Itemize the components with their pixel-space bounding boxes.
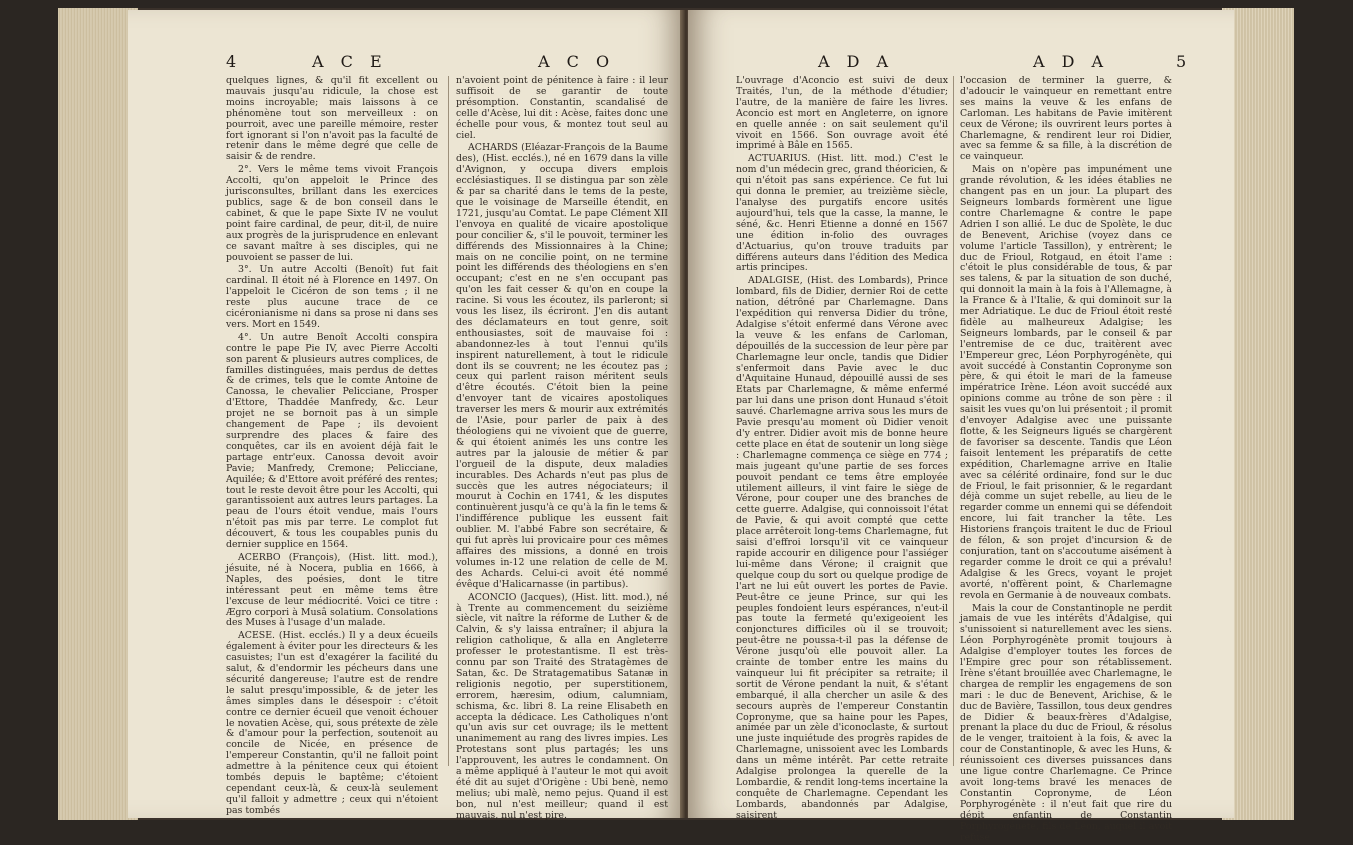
text-column-2 bbox=[456, 76, 668, 824]
running-head-right: A D A bbox=[1033, 52, 1110, 71]
paragraph: ADALGISE, (Hist. des Lombards), Prince lombard, fils de Didier, dernier Roi de cette nation, détrôné par Charlemagne. Dans l'expédition qui renversa Didier du trône, Adalgise s'étoit enfermé dans Vérone avec la veuve & les enfans de Carloman, dépouillés de la succession de leur père par Charlemagne leur oncle, tandis que Didier s'enfermoit dans Pavie avec le duc d'Aquitaine Hunaud, dépouillé aussi de ses Etats par Charlemagne, & même enfermé par lui dans une prison dont Hunaud s'étoit sauvé. Charlemagne arriva sous les murs de Pavie presqu'au moment où Didier venoit d'y entrer. Didier avoit mis de bonne heure cette place en état de soutenir un long siège : Charlemagne commença ce siège en 774 ; mais jugeant qu'une partie de ses forces pouvoit pendant ce tems être employée utilement ailleurs, il vint faire le siège de Vérone, pour couper une des branches de cette guerre. Adalgise, qui connoissoit l'état de Pavie, & qui avoit compté que cette place arrêteroit long-tems Charlemagne, fut saisi d'effroi lorsqu'il vit ce vainqueur rapide accourir en diligence pour l'assiéger lui-même dans Vérone; il craignit que quelque coup du sort ou quelque prodige de l'art ne lui eût ouvert les portes de Pavie. Peut-être ce jeune Prince, sur qui les peuples fondoient leurs espérances, n'eut-il pas toute la fermeté qu'exigeoient les conjonctures difficiles où il se trouvoit; peut-être ne poussa-t-il pas la défense de Vérone jusqu'où elle pouvoit aller. La crainte de tomber entre les mains du vainqueur lui fit précipiter sa retraite; il sortit de Vérone pendant la nuit, & s'étant embarqué, il alla chercher un asile & des secours auprès de l'empereur Constantin Copronyme, que sa haine pour les Papes, animée par un zèle d'iconoclaste, & surtout une juste inquiétude des progrès rapides de Charlemagne, unissoient avec les Lombards dans un même intérêt. Par cette retraite Adalgise prolongea la querelle de la Lombardie, & rendit long-tems incertaine la conquête de Charlemagne. Cependant les Lombards, abandonnés par Adalgise, saisirent bbox=[736, 275, 948, 821]
paragraph: ACHARDS (Eléazar-François de la Baume des), (Hist. ecclés.), né en 1679 dans la ville d'Avignon, y occupa divers emplois ecclésiastiques. Il se distingua par son zèle & par sa charité dans le tems de la peste, que le voisinage de Marseille étendit, en 1721, jusqu'au Comtat. Le pape Clément XII l'envoya en qualité de vicaire apostolique pour concilier &, s'il le pouvoit, terminer les différends des Missionnaires à la Chine; mais on ne concilie point, on ne termine point les différends des théologiens en s'en occupant; c'est en ne s'en occupant pas qu'on les fait cesser & qu'on en coupe la racine. Si vous les écoutez, ils parleront; si vous les lisez, ils écriront. J'en dis autant des déclamateurs en tout genre, soit enthousiastes, soit de mauvaise foi : abandonnez-les à tout l'ennui qu'ils inspirent naturellement, à tout le ridicule dont ils se couvrent; ne les écoutez pas ; ceux qui parlent raison méritent seuls d'être écoutés. C'étoit bien la peine d'envoyer tant de vicaires apostoliques traverser les mers & mourir aux extrémités de l'Asie, pour parler de paix à des théologiens qui ne vivoient que de guerre, & qui étoient animés les uns contre les autres par la jalousie de métier & par l'orgueil de la dispute, deux maladies incurables. Des Achards n'eut pas plus de succès que les autres négociateurs; il mourut à Cochin en 1741, & les disputes continuèrent jusqu'à ce qu'à la fin le tems & l'indifférence publique les eussent fait oublier. M. l'abbé Fabre son secrétaire, & qui fut après lui provicaire pour ces mêmes affaires des missions, a donné en trois volumes in-12 une relation de celle de M. des Achards. Celui-ci avoit été nommé évêque d'Halicarnasse (in partibus). bbox=[456, 142, 668, 590]
paragraph: 2°. Vers le même tems vivoit François Accolti, qu'on appeloit le Prince des jurisconsultes, brillant dans les exercices publics, sage & de bon conseil dans le cabinet, & que le pape Sixte IV ne voulut point faire cardinal, de peur, dit-il, de nuire aux progrès de la jurisprudence en enlevant ce savant maître à ses disciples, qui ne pouvoient se passer de lui. bbox=[226, 164, 438, 263]
right-page bbox=[688, 10, 1234, 843]
paragraph: L'ouvrage d'Aconcio est suivi de deux Traités, l'un, de la méthode d'étudier; l'autre, de la manière de faire les livres. Aconcio est mort en Angleterre, on ignore en quelle année : on sait seulement qu'il vivoit en 1566. Son ouvrage avoit été imprimé à Bâle en 1565. bbox=[736, 75, 948, 152]
column-rule bbox=[953, 76, 954, 766]
paragraph: ACTUARIUS. (Hist. litt. mod.) C'est le nom d'un médecin grec, grand théoricien, & qui n'étoit pas sans expérience. Ce fut lui qui donna le premier, au treizième siècle, l'analyse des purgatifs encore usités aujourd'hui, tels que la casse, la manne, le séné, &c. Henri Etienne a donné en 1567 une édition in-folio des ouvrages d'Actuarius, qu'on trouve traduits par différens auteurs dans l'édition des Medica artis principes. bbox=[736, 153, 948, 274]
text-column-1 bbox=[736, 76, 948, 824]
running-head-left: A C E bbox=[312, 52, 388, 71]
column-rule bbox=[448, 76, 449, 766]
running-head-right: A C O bbox=[538, 52, 616, 71]
paragraph: 3°. Un autre Accolti (Benoît) fut fait cardinal. Il étoit né à Florence en 1497. On l'appeloit le Cicéron de son tems ; il ne reste plus aucune trace de ce cicéronianisme ni dans sa prose ni dans ses vers. Mort en 1549. bbox=[226, 264, 438, 330]
page-edges-left bbox=[58, 8, 138, 820]
paragraph: Mais la cour de Constantinople ne perdit jamais de vue les intérêts d'Adalgise, qui s'unissoient si naturellement avec les siens. Léon Porphyrogénète promit toujours à Adalgise d'employer toutes les forces de l'Empire grec pour son rétablissement. Irène s'étant brouillée avec Charlemagne, le chargea de remplir les engagemens de son mari : le duc de Benevent, Arichise, & le duc de Bavière, Tassillon, tous deux gendres de Didier & beaux-frères d'Adalgise, prenant la place du duc de Frioul, & résolus de le venger, traitoient à la fois, & avec la cour de Constantinople, & avec les Huns, & réunissoient ces diverses puissances dans une ligue contre Charlemagne. Ce Prince avoit long-tems bravé les menaces de Constantin Copronyme, de Léon Porphyrogénète : il n'eut fait que rire du dépit enfantin de Constantin Porphyrogénète, fils de Léon, auquel il avoit refusé bbox=[960, 602, 1173, 843]
paragraph: n'avoient point de pénitence à faire : il leur suffisoit de se garantir de toute présomption. Constantin, scandalisé de celle d'Acèse, lui dit : Acèse, faites donc une échelle pour vous, & montez tout seul au ciel. bbox=[456, 75, 668, 141]
paragraph: 4°. Un autre Benoît Accolti conspira contre le pape Pie IV, avec Pierre Accolti son parent & plusieurs autres complices, de familles distinguées, mais perdus de dettes & de crimes, tels que le comte Antoine de Canossa, le chevalier Pelicciane, Prosper d'Ettore, Thaddée Manfredy, &c. Leur projet ne se bornoit pas à un simple changement de Pape ; ils devoient surprendre des places & faire des conquêtes, car ils en avoient déjà fait le partage entr'eux. Canossa devoit avoir Pavie; Manfredy, Cremone; Pelicciane, Aquilée; & d'Ettore avoit préféré des rentes; tout le reste devoit être pour les Accolti, qui garantissoient aux autres leurs partages. La peau de l'ours étoit vendue, mais l'ours n'étoit pas mis par terre. Le complot fut découvert, & tous les coupables punis du dernier supplice en 1564. bbox=[226, 331, 439, 551]
paragraph: quelques lignes, & qu'il fit excellent ou mauvais jusqu'au ridicule, la chose est moins incroyable; mais laissons à ce phénomène tout son merveilleux : on pourroit, avec une pareille mémoire, rester fort ignorant si l'on n'avoit pas la faculté de retenir dans le même degré que celle de saisir & de rendre. bbox=[226, 75, 438, 163]
paragraph: ACERBO (François), (Hist. litt. mod.), jésuite, né à Nocera, publia en 1666, à Naples, des poésies, dont le titre intéressant peut en même tems être l'excuse de leur médiocrité. Voici ce titre : Ægro corpori à Musâ solatium. Consolations des Muses à l'usage d'un malade. bbox=[226, 551, 438, 629]
page-number: 4 bbox=[226, 52, 237, 71]
paragraph: ACESE. (Hist. ecclés.) Il y a deux écueils également à éviter pour les directeurs & les casuistes; l'un est d'exagérer la facilité du salut, & d'endormir les pécheurs dans une sécurité dangereuse; l'autre est de rendre le salut presqu'impossible, & de jeter les âmes simples dans le désespoir : c'étoit contre ce dernier écueil que venoit échouer le novatien Acèse, qui, sous prétexte de zèle & d'amour pour la perfection, soutenoit au concile de Nicée, en présence de l'empereur Constantin, qu'il ne falloit point admettre à la pénitence ceux qui étoient tombés depuis le baptême; c'étoient cependant ceux-là, & ceux-là seulement qu'il falloit y admettre ; ceux qui n'étoient pas tombés bbox=[226, 630, 438, 816]
paragraph: ACONCIO (Jacques), (Hist. litt. mod.), né à Trente au commencement du seizième siècle, vit naître la réforme de Luther & de Calvin, & s'y laissa entraîner; il abjura la religion catholique, & alla en Angleterre professer le protestantisme. Il est très-connu par son Traité des Stratagèmes de Satan, &c. De Stratagematibus Satanæ in religionis negotio, per superstitionem, errorem, hæresim, odium, calumniam, schisma, &c. libri 8. La reine Elisabeth en accepta la dédicace. Les Catholiques n'ont qu'un avis sur cet ouvrage; ils le mettent unanimement au rang des livres impies. Les Protestans sont plus partagés; les uns l'approuvent, les autres le condamnent. On a même appliqué à l'auteur le mot qui avoit été dit au sujet d'Origène : Ubi benè, nemo melius; ubi malè, nemo pejus. Quand il est bon, nul n'est meilleur; quand il est mauvais, nul n'est pire. bbox=[456, 591, 668, 821]
left-page bbox=[128, 10, 684, 821]
paragraph: Mais on n'opère pas impunément une grande révolution, & les idées établies ne changent pas en un jour. La plupart des Seigneurs lombards formèrent une ligue contre Charlemagne & contre le pape Adrien I son allié. Le duc de Spolète, le duc de Benevent, Arichise (voyez dans ce volume l'article Tassillon), y entrèrent; le duc de Frioul, Rotgaud, en étoit l'ame : c'étoit le plus considérable de tous, & par ses talens, & par la situation de son duché, qui donnoit la main à la fois à l'Allemagne, à la France & à l'Italie, & qui dominoit sur la mer Adriatique. Le duc de Frioul étoit resté fidèle au malheureux Adalgise; les Seigneurs lombards, par le conseil & par l'entremise de ce duc, traitèrent avec l'Empereur grec, Léon Porphyrogénète, qui avoit succédé à Constantin Copronyme son père, & qui étoit le mari de la fameuse impératrice Irène. Léon avoit succédé aux opinions comme au trône de son père : il saisit les vues qu'on lui présentoit ; il promit d'envoyer Adalgise avec une puissante flotte, & les Seigneurs ligués se chargèrent de favoriser sa descente. Tandis que Léon faisoit lentement les préparatifs de cette expédition, Charlemagne arrive en Italie avec sa célérité ordinaire, fond sur le duc de Frioul, le fait prisonnier, & le regardant déjà comme un sujet rebelle, au lieu de le regarder comme un ennemi qui se défendoit encore, lui fait trancher la tête. Les Historiens françois traitent le duc de Frioul de félon, & son projet d'incursion & de conjuration, tant on s'accoutume aisément à regarder comme le droit ce qui a prévalu! Adalgise & les Grecs, voyant le projet avorté, n'offèrent point, & Charlemagne revola en Germanie à de nouveaux combats. bbox=[960, 164, 1172, 601]
text-column-2 bbox=[960, 76, 1172, 845]
running-head-left: A D A bbox=[818, 52, 895, 71]
text-column-1 bbox=[226, 76, 438, 819]
page-number: 5 bbox=[1176, 52, 1187, 71]
paragraph: l'occasion de terminer la guerre, & d'adoucir le vainqueur en remettant entre ses mains la veuve & les enfans de Carloman. Les habitans de Pavie imitèrent ceux de Vérone; ils ouvrirent leurs portes à Charlemagne, & rendirent leur roi Didier, avec sa femme & sa fille, à la discrétion de ce vainqueur. bbox=[960, 75, 1172, 163]
